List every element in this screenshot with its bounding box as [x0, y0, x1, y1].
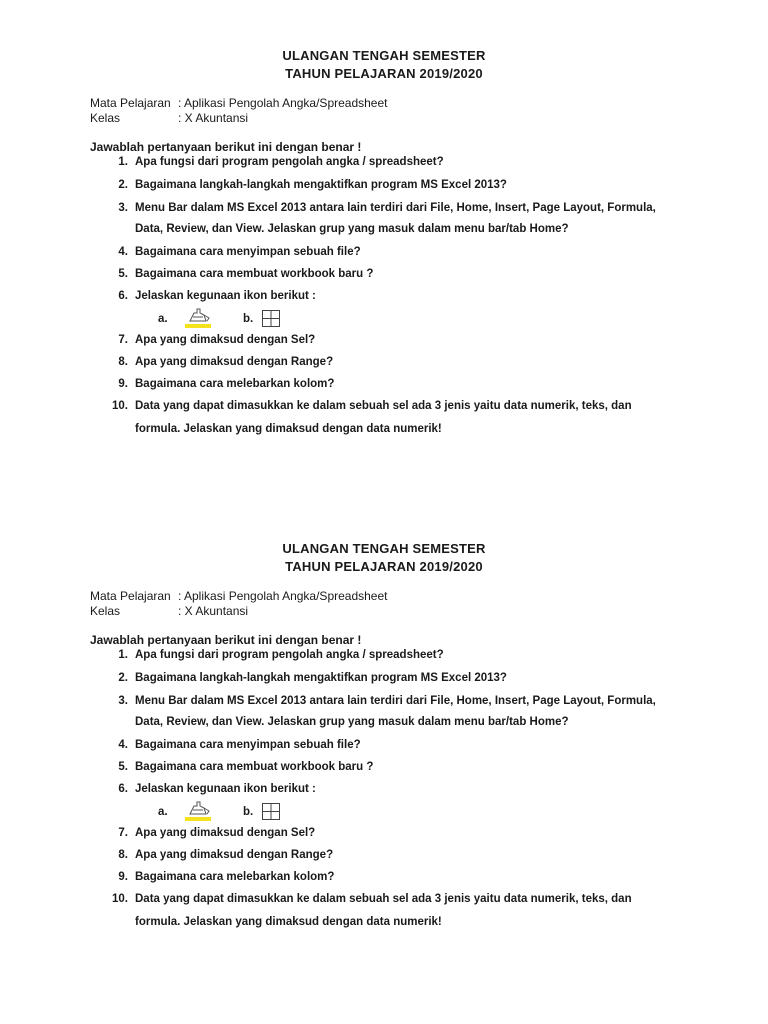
question-text: Menu Bar dalam MS Excel 2013 antara lain terdiri dari File, Home, Insert, Page Layout, Formula, — [135, 202, 656, 214]
question-number: 1. — [118, 156, 128, 168]
icon-options — [0, 803, 768, 827]
question-number: 1. — [118, 649, 128, 661]
question-number: 7. — [118, 334, 128, 346]
question-text: Data yang dapat dimasukkan ke dalam sebuah sel ada 3 jenis yaitu data numerik, teks, dan — [135, 400, 632, 412]
option-b-label: b. — [243, 313, 254, 325]
borders-icon — [262, 310, 280, 327]
question-number: 10. — [112, 400, 128, 412]
question-text: Bagaimana cara menyimpan sebuah file? — [135, 739, 361, 751]
question-number: 3. — [118, 695, 128, 707]
subject-row — [90, 96, 387, 110]
question-text: Apa yang dimaksud dengan Range? — [135, 356, 334, 368]
class-label: Kelas — [90, 111, 121, 125]
question-number: 3. — [118, 202, 128, 214]
exam-sheet-2 — [0, 535, 768, 955]
question-number: 8. — [118, 356, 128, 368]
question-text: Data yang dapat dimasukkan ke dalam sebuah sel ada 3 jenis yaitu data numerik, teks, dan — [135, 893, 632, 905]
question-text: Apa yang dimaksud dengan Sel? — [135, 827, 316, 839]
option-b-label: b. — [243, 806, 254, 818]
question-text: Bagaimana cara membuat workbook baru ? — [135, 761, 374, 773]
question-text: Apa fungsi dari program pengolah angka / spreadsheet? — [135, 649, 444, 661]
question-text: formula. Jelaskan yang dimaksud dengan data numerik! — [135, 916, 442, 928]
subject-value: : Aplikasi Pengolah Angka/Spreadsheet — [178, 96, 388, 110]
question-text: formula. Jelaskan yang dimaksud dengan data numerik! — [135, 423, 442, 435]
question-number: 4. — [118, 739, 128, 751]
subject-value: : Aplikasi Pengolah Angka/Spreadsheet — [178, 589, 388, 603]
question-text: Bagaimana cara membuat workbook baru ? — [135, 268, 374, 280]
class-row — [90, 111, 248, 125]
academic-year: TAHUN PELAJARAN 2019/2020 — [285, 559, 483, 574]
class-label: Kelas — [90, 604, 121, 618]
question-number: 8. — [118, 849, 128, 861]
option-a-label: a. — [158, 806, 168, 818]
question-text: Bagaimana cara menyimpan sebuah file? — [135, 246, 361, 258]
question-number: 6. — [118, 783, 128, 795]
class-value: : X Akuntansi — [178, 604, 249, 618]
subject-label: Mata Pelajaran — [90, 96, 171, 110]
exam-title: ULANGAN TENGAH SEMESTER — [282, 541, 486, 556]
format-painter-icon — [184, 307, 212, 329]
subject-row — [90, 589, 387, 603]
question-text: Bagaimana langkah-langkah mengaktifkan program MS Excel 2013? — [135, 179, 507, 191]
subject-label: Mata Pelajaran — [90, 589, 171, 603]
instruction: Jawablah pertanyaan berikut ini dengan benar ! — [90, 633, 362, 647]
question-text: Bagaimana langkah-langkah mengaktifkan program MS Excel 2013? — [135, 672, 507, 684]
question-number: 10. — [112, 893, 128, 905]
icon-options — [0, 310, 768, 334]
question-text: Apa yang dimaksud dengan Sel? — [135, 334, 316, 346]
academic-year: TAHUN PELAJARAN 2019/2020 — [285, 66, 483, 81]
question-text: Menu Bar dalam MS Excel 2013 antara lain terdiri dari File, Home, Insert, Page Layout, Formula, — [135, 695, 656, 707]
question-number: 5. — [118, 268, 128, 280]
question-number: 2. — [118, 672, 128, 684]
option-a-label: a. — [158, 313, 168, 325]
exam-sheet-1 — [0, 42, 768, 462]
question-number: 7. — [118, 827, 128, 839]
borders-icon — [262, 803, 280, 820]
question-text: Apa fungsi dari program pengolah angka / spreadsheet? — [135, 156, 444, 168]
question-text: Jelaskan kegunaan ikon berikut : — [135, 290, 316, 302]
instruction: Jawablah pertanyaan berikut ini dengan benar ! — [90, 140, 362, 154]
question-number: 2. — [118, 179, 128, 191]
question-number: 9. — [118, 871, 128, 883]
question-number: 5. — [118, 761, 128, 773]
question-number: 9. — [118, 378, 128, 390]
class-row — [90, 604, 248, 618]
question-text: Jelaskan kegunaan ikon berikut : — [135, 783, 316, 795]
question-text: Data, Review, dan View. Jelaskan grup yang masuk dalam menu bar/tab Home? — [135, 223, 569, 235]
question-text: Apa yang dimaksud dengan Range? — [135, 849, 334, 861]
question-text: Data, Review, dan View. Jelaskan grup yang masuk dalam menu bar/tab Home? — [135, 716, 569, 728]
exam-title: ULANGAN TENGAH SEMESTER — [282, 48, 486, 63]
question-text: Bagaimana cara melebarkan kolom? — [135, 378, 335, 390]
question-number: 4. — [118, 246, 128, 258]
class-value: : X Akuntansi — [178, 111, 249, 125]
question-text: Bagaimana cara melebarkan kolom? — [135, 871, 335, 883]
format-painter-icon — [184, 800, 212, 822]
question-number: 6. — [118, 290, 128, 302]
